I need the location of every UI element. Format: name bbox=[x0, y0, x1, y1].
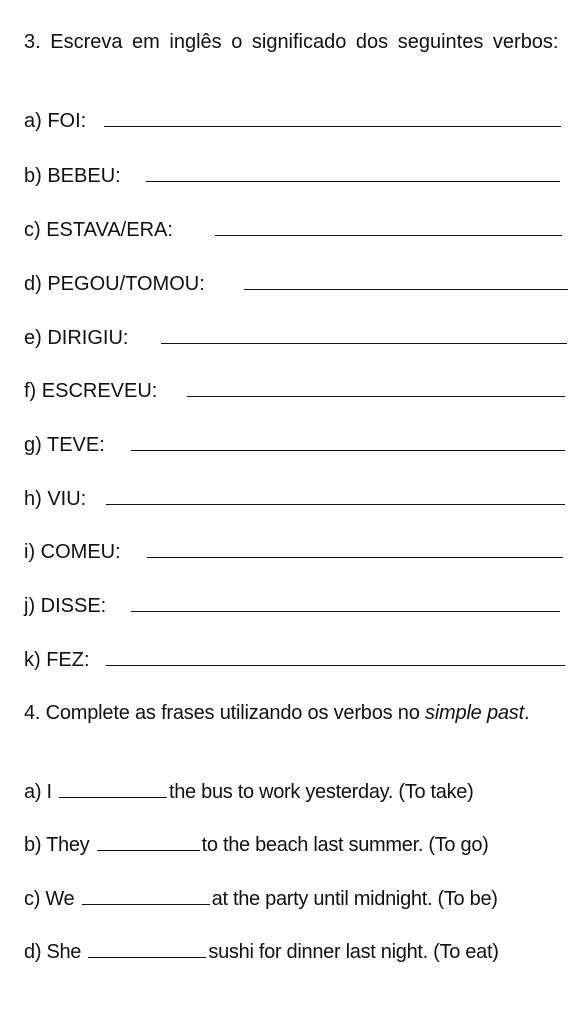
q4-sentence-b-after: to the beach last summer. (To go) bbox=[201, 834, 489, 856]
q3-item-i-answer-line[interactable] bbox=[147, 557, 563, 558]
q4-sentence-a-before: a) I bbox=[24, 781, 52, 803]
q3-item-b-label: b) BEBEU: bbox=[24, 165, 121, 187]
q4-sentence-a-answer-gap[interactable] bbox=[59, 779, 167, 798]
question-4-title-emphasis: simple past bbox=[425, 702, 524, 724]
q3-item-d-answer-line[interactable] bbox=[244, 289, 568, 290]
q3-item-h-answer-line[interactable] bbox=[106, 504, 565, 505]
q3-item-h-label: h) VIU: bbox=[24, 488, 87, 510]
q3-item-c-label: c) ESTAVA/ERA: bbox=[24, 219, 173, 241]
q3-item-j-label: j) DISSE: bbox=[24, 595, 107, 617]
q4-sentence-c-before: c) We bbox=[24, 888, 75, 910]
q3-item-f-answer-line[interactable] bbox=[187, 396, 565, 397]
q3-item-g-answer-line[interactable] bbox=[131, 450, 565, 451]
q3-item-j-answer-line[interactable] bbox=[131, 611, 560, 612]
q3-item-f-label: f) ESCREVEU: bbox=[24, 380, 158, 402]
q4-sentence-d-after: sushi for dinner last night. (To eat) bbox=[208, 941, 499, 963]
q3-item-k-label: k) FEZ: bbox=[24, 649, 90, 671]
q3-item-a-answer-line[interactable] bbox=[104, 126, 561, 127]
q4-sentence-b-answer-gap[interactable] bbox=[97, 832, 200, 851]
q4-sentence-d bbox=[24, 939, 499, 965]
question-4-title-prefix: 4. Complete as frases utilizando os verbos no bbox=[24, 702, 426, 724]
question-4-title bbox=[24, 700, 564, 726]
q4-sentence-d-before: d) She bbox=[24, 941, 82, 963]
q3-item-e-answer-line[interactable] bbox=[161, 343, 567, 344]
q4-sentence-a-after: the bus to work yesterday. (To take) bbox=[168, 781, 474, 803]
q4-sentence-a bbox=[24, 779, 474, 805]
q4-sentence-c-answer-gap[interactable] bbox=[82, 886, 210, 905]
q4-sentence-d-answer-gap[interactable] bbox=[88, 939, 206, 958]
q3-item-d-label: d) PEGOU/TOMOU: bbox=[24, 273, 205, 295]
q3-item-b-answer-line[interactable] bbox=[146, 181, 560, 182]
q3-item-i-label: i) COMEU: bbox=[24, 541, 121, 563]
question-4-title-suffix: . bbox=[523, 702, 530, 724]
q4-sentence-c bbox=[24, 886, 498, 912]
q4-sentence-b-before: b) They bbox=[24, 834, 90, 856]
q3-item-a-label: a) FOI: bbox=[24, 110, 87, 132]
q4-sentence-b bbox=[24, 832, 489, 858]
q3-item-c-answer-line[interactable] bbox=[215, 235, 562, 236]
q3-item-e-label: e) DIRIGIU: bbox=[24, 327, 129, 349]
q3-item-g-label: g) TEVE: bbox=[24, 434, 105, 456]
question-3-title: 3. Escreva em inglês o significado dos seguintes verbos: bbox=[24, 31, 559, 53]
q4-sentence-c-after: at the party until midnight. (To be) bbox=[211, 888, 498, 910]
q3-item-k-answer-line[interactable] bbox=[106, 665, 565, 666]
